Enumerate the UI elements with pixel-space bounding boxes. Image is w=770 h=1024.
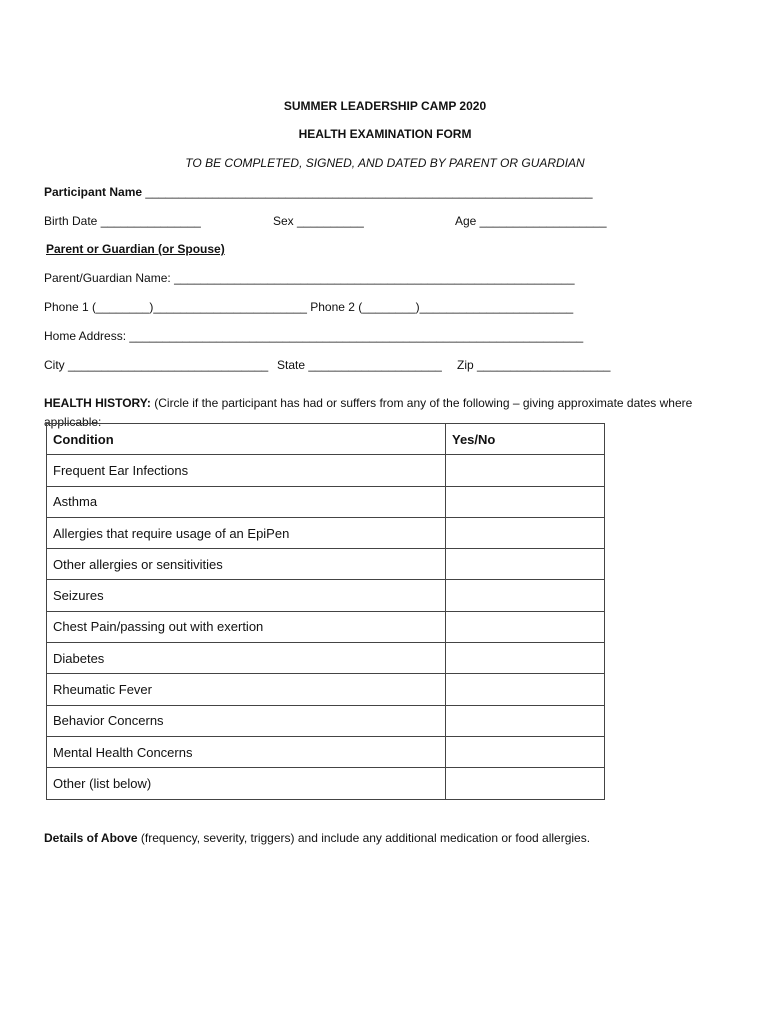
details-label: Details of Above xyxy=(44,831,138,845)
birth-date-field[interactable]: Birth Date _______________ xyxy=(44,214,201,228)
table-row xyxy=(47,455,605,486)
city-field[interactable]: City ______________________________ xyxy=(44,358,269,372)
table-row xyxy=(47,674,605,705)
table-row xyxy=(47,549,605,580)
participant-name-blank[interactable]: ___________________________________________________________________ xyxy=(145,185,593,199)
yes-no-cell[interactable] xyxy=(446,517,605,548)
condition-column-header: Condition xyxy=(47,424,446,455)
yes-no-cell[interactable] xyxy=(446,768,605,799)
table-row xyxy=(47,486,605,517)
camp-title: SUMMER LEADERSHIP CAMP 2020 xyxy=(283,99,487,113)
yes-no-cell[interactable] xyxy=(446,736,605,767)
phone-fields[interactable]: Phone 1 (________)_______________________ Phone 2 (________)_______________________ xyxy=(44,300,574,314)
yes-no-cell[interactable] xyxy=(446,611,605,642)
table-header-row xyxy=(47,424,605,455)
age-field[interactable]: Age ___________________ xyxy=(455,214,607,228)
guardian-name-field[interactable]: Parent/Guardian Name: ____________________________________________________________ xyxy=(44,271,575,285)
condition-cell: Asthma xyxy=(47,486,446,517)
form-title: HEALTH EXAMINATION FORM xyxy=(298,127,472,141)
home-address-field[interactable]: Home Address: ____________________________________________________________________ xyxy=(44,329,584,343)
health-history-description: (Circle if the participant has had or suffers from any of the following – giving approximate dates where applicable: xyxy=(44,396,693,429)
table-row xyxy=(47,705,605,736)
condition-cell: Behavior Concerns xyxy=(47,705,446,736)
zip-field[interactable]: Zip ____________________ xyxy=(457,358,611,372)
yes-no-cell[interactable] xyxy=(446,549,605,580)
condition-cell: Diabetes xyxy=(47,643,446,674)
condition-cell: Frequent Ear Infections xyxy=(47,455,446,486)
yes-no-cell[interactable] xyxy=(446,643,605,674)
condition-cell: Other allergies or sensitivities xyxy=(47,549,446,580)
table-row xyxy=(47,643,605,674)
yes-no-cell[interactable] xyxy=(446,486,605,517)
table-row xyxy=(47,768,605,799)
form-instruction: TO BE COMPLETED, SIGNED, AND DATED BY PARENT OR GUARDIAN xyxy=(185,156,585,170)
details-text: (frequency, severity, triggers) and include any additional medication or food allergies. xyxy=(140,831,591,845)
health-history-table xyxy=(46,423,605,800)
condition-cell: Rheumatic Fever xyxy=(47,674,446,705)
table-row xyxy=(47,517,605,548)
condition-cell: Mental Health Concerns xyxy=(47,736,446,767)
details-line xyxy=(44,831,590,845)
table-row xyxy=(47,611,605,642)
guardian-section-title: Parent or Guardian (or Spouse) xyxy=(46,242,225,256)
participant-name-field[interactable] xyxy=(44,185,593,199)
participant-name-label: Participant Name xyxy=(44,185,143,199)
sex-field[interactable]: Sex __________ xyxy=(273,214,364,228)
health-history-label: HEALTH HISTORY: xyxy=(44,396,151,410)
yes-no-cell[interactable] xyxy=(446,580,605,611)
state-field[interactable]: State ____________________ xyxy=(277,358,442,372)
yes-no-cell[interactable] xyxy=(446,455,605,486)
condition-cell: Chest Pain/passing out with exertion xyxy=(47,611,446,642)
condition-cell: Allergies that require usage of an EpiPen xyxy=(47,517,446,548)
condition-cell: Seizures xyxy=(47,580,446,611)
table-row xyxy=(47,736,605,767)
yes-no-cell[interactable] xyxy=(446,674,605,705)
yes-no-cell[interactable] xyxy=(446,705,605,736)
yes-no-column-header: Yes/No xyxy=(446,424,605,455)
condition-cell: Other (list below) xyxy=(47,768,446,799)
table-row xyxy=(47,580,605,611)
